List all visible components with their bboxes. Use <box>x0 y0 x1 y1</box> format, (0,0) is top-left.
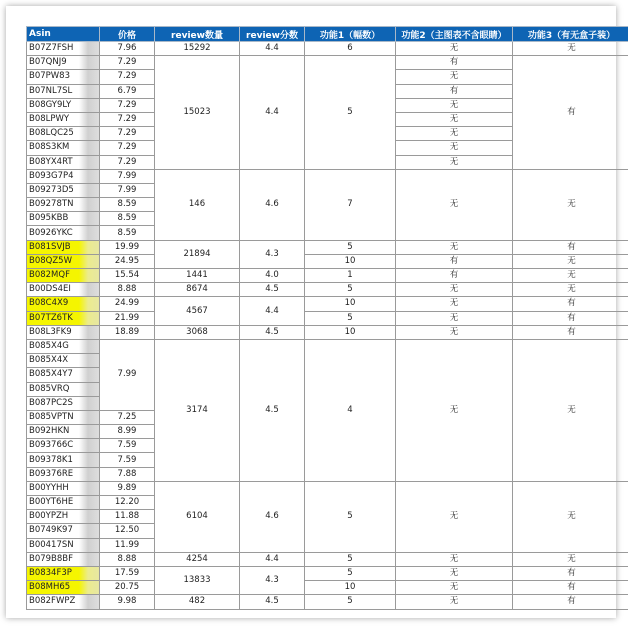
feature-2-cell[interactable]: 无 <box>396 240 513 254</box>
feature-2-cell[interactable]: 无 <box>396 112 513 126</box>
asin-cell[interactable]: B08LQC25 <box>27 127 100 141</box>
review-count-cell[interactable]: 3174 <box>155 339 240 481</box>
table-row <box>27 254 628 268</box>
redaction-blur <box>79 127 99 140</box>
price-cell[interactable]: 7.29 <box>100 141 155 155</box>
asin-cell[interactable]: B079B8BF <box>27 552 100 566</box>
asin-cell[interactable]: B08MH65 <box>27 581 100 595</box>
asin-cell[interactable]: B0749K97 <box>27 524 100 538</box>
asin-cell[interactable]: B085X4Y7 <box>27 368 100 382</box>
asin-cell[interactable]: B0834F3P <box>27 566 100 580</box>
header-review-count[interactable]: review数量 <box>155 27 240 42</box>
asin-cell[interactable]: B00DS4EI <box>27 283 100 297</box>
feature-3-cell[interactable]: 有 <box>513 595 628 609</box>
redaction-blur <box>79 425 99 438</box>
price-cell[interactable]: 7.29 <box>100 98 155 112</box>
asin-cell[interactable]: B00417SN <box>27 538 100 552</box>
feature-2-cell[interactable]: 无 <box>396 98 513 112</box>
price-cell[interactable]: 17.59 <box>100 566 155 580</box>
feature-1-cell[interactable]: 5 <box>305 552 396 566</box>
redaction-blur <box>79 184 99 197</box>
redaction-blur <box>79 340 99 353</box>
price-cell[interactable]: 9.98 <box>100 595 155 609</box>
review-score-cell[interactable]: 4.5 <box>240 283 305 297</box>
feature-2-cell[interactable]: 无 <box>396 325 513 339</box>
price-cell[interactable]: 7.59 <box>100 453 155 467</box>
asin-cell[interactable]: B093G7P4 <box>27 169 100 183</box>
table-row <box>27 325 628 339</box>
asin-cell[interactable]: B095KBB <box>27 212 100 226</box>
asin-cell[interactable]: B08S3KM <box>27 141 100 155</box>
price-cell[interactable]: 7.99 <box>100 183 155 197</box>
price-cell[interactable]: 8.59 <box>100 212 155 226</box>
feature-2-cell[interactable]: 无 <box>396 169 513 240</box>
review-score-cell[interactable]: 4.5 <box>240 325 305 339</box>
review-count-cell[interactable]: 13833 <box>155 566 240 594</box>
redaction-blur <box>79 156 99 169</box>
feature-3-cell[interactable]: 无 <box>513 552 628 566</box>
asin-cell[interactable]: B09376RE <box>27 467 100 481</box>
feature-3-cell[interactable]: 有 <box>513 325 628 339</box>
redaction-blur <box>79 411 99 424</box>
table-row <box>27 56 628 70</box>
asin-cell[interactable]: B09273D5 <box>27 183 100 197</box>
redaction-blur <box>79 283 99 296</box>
redaction-blur <box>79 170 99 183</box>
redaction-blur <box>79 56 99 69</box>
asin-cell[interactable]: B082MQF <box>27 269 100 283</box>
redaction-blur <box>79 595 99 608</box>
header-review-score[interactable]: review分数 <box>240 27 305 42</box>
review-score-cell[interactable]: 4.6 <box>240 169 305 240</box>
feature-3-cell[interactable]: 无 <box>513 254 628 268</box>
asin-cell[interactable]: B085X4G <box>27 339 100 353</box>
asin-cell[interactable]: B0926YKC <box>27 226 100 240</box>
feature-3-cell[interactable]: 无 <box>513 269 628 283</box>
feature-2-cell[interactable]: 无 <box>396 552 513 566</box>
redaction-blur <box>79 496 99 509</box>
header-feature-1[interactable]: 功能1（幅数） <box>305 27 396 42</box>
feature-2-cell[interactable]: 无 <box>396 70 513 84</box>
feature-3-cell[interactable]: 有 <box>513 297 628 311</box>
price-cell[interactable]: 24.95 <box>100 254 155 268</box>
price-cell[interactable]: 11.99 <box>100 538 155 552</box>
feature-1-cell[interactable]: 7 <box>305 169 396 240</box>
header-row <box>27 27 628 42</box>
redaction-blur <box>79 368 99 381</box>
price-cell[interactable]: 12.50 <box>100 524 155 538</box>
asin-cell[interactable]: B08C4X9 <box>27 297 100 311</box>
feature-2-cell[interactable]: 无 <box>396 283 513 297</box>
review-count-cell[interactable]: 146 <box>155 169 240 240</box>
price-cell[interactable]: 21.99 <box>100 311 155 325</box>
feature-1-cell[interactable]: 5 <box>305 595 396 609</box>
price-cell[interactable]: 8.99 <box>100 425 155 439</box>
feature-2-cell[interactable]: 无 <box>396 141 513 155</box>
price-cell[interactable]: 7.29 <box>100 112 155 126</box>
feature-1-cell[interactable]: 6 <box>305 42 396 56</box>
review-count-cell[interactable]: 3068 <box>155 325 240 339</box>
feature-2-cell[interactable]: 有 <box>396 254 513 268</box>
review-count-cell[interactable]: 4567 <box>155 297 240 325</box>
feature-3-cell[interactable]: 无 <box>513 339 628 481</box>
feature-1-cell[interactable]: 10 <box>305 325 396 339</box>
asin-cell[interactable]: B08LPWY <box>27 112 100 126</box>
table-row <box>27 311 628 325</box>
redaction-blur <box>79 453 99 466</box>
price-cell[interactable]: 8.88 <box>100 283 155 297</box>
header-price[interactable]: 价格 <box>100 27 155 42</box>
feature-2-cell[interactable]: 有 <box>396 269 513 283</box>
asin-cell[interactable]: B08L3FK9 <box>27 325 100 339</box>
feature-3-cell[interactable]: 无 <box>513 481 628 552</box>
redaction-blur <box>79 581 99 594</box>
price-cell[interactable]: 19.99 <box>100 240 155 254</box>
price-cell[interactable]: 18.89 <box>100 325 155 339</box>
redaction-blur <box>79 198 99 211</box>
asin-cell[interactable]: B085X4X <box>27 354 100 368</box>
redaction-blur <box>79 468 99 481</box>
price-cell[interactable]: 8.59 <box>100 198 155 212</box>
feature-1-cell[interactable]: 5 <box>305 481 396 552</box>
feature-1-cell[interactable]: 1 <box>305 269 396 283</box>
asin-cell[interactable]: B00YYHH <box>27 481 100 495</box>
feature-2-cell[interactable]: 有 <box>396 84 513 98</box>
asin-cell[interactable]: B08GY9LY <box>27 98 100 112</box>
asin-cell[interactable]: B085VPTN <box>27 410 100 424</box>
asin-cell[interactable]: B093766C <box>27 439 100 453</box>
price-cell[interactable]: 15.54 <box>100 269 155 283</box>
feature-2-cell[interactable]: 有 <box>396 56 513 70</box>
table-row <box>27 566 628 580</box>
feature-1-cell[interactable]: 5 <box>305 56 396 170</box>
price-cell[interactable]: 7.59 <box>100 439 155 453</box>
asin-cell[interactable]: B07PW83 <box>27 70 100 84</box>
feature-2-cell[interactable]: 无 <box>396 297 513 311</box>
review-count-cell[interactable]: 482 <box>155 595 240 609</box>
price-cell[interactable]: 12.20 <box>100 496 155 510</box>
price-cell[interactable]: 7.29 <box>100 70 155 84</box>
table-row <box>27 169 628 183</box>
price-cell[interactable]: 24.99 <box>100 297 155 311</box>
redaction-blur <box>79 312 99 325</box>
redaction-blur <box>79 326 99 339</box>
table-row <box>27 481 628 495</box>
table-body <box>27 42 628 610</box>
feature-3-cell[interactable]: 有 <box>513 566 628 580</box>
feature-1-cell[interactable]: 5 <box>305 283 396 297</box>
review-count-cell[interactable]: 1441 <box>155 269 240 283</box>
table-row <box>27 595 628 609</box>
redaction-blur <box>79 439 99 452</box>
asin-cell[interactable]: B08YX4RT <box>27 155 100 169</box>
redaction-blur <box>79 269 99 282</box>
header-feature-2[interactable]: 功能2（主图表不含眼睛） <box>396 27 513 42</box>
asin-cell[interactable]: B08QZ5W <box>27 254 100 268</box>
feature-2-cell[interactable]: 无 <box>396 566 513 580</box>
redaction-blur <box>79 397 99 410</box>
review-count-cell[interactable]: 21894 <box>155 240 240 268</box>
feature-1-cell[interactable]: 5 <box>305 566 396 580</box>
redaction-blur <box>79 212 99 225</box>
price-cell[interactable]: 7.29 <box>100 127 155 141</box>
feature-3-cell[interactable]: 有 <box>513 581 628 595</box>
redaction-blur <box>79 524 99 537</box>
feature-2-cell[interactable]: 无 <box>396 339 513 481</box>
table-row <box>27 240 628 254</box>
price-cell[interactable]: 6.79 <box>100 84 155 98</box>
price-cell[interactable]: 7.96 <box>100 42 155 56</box>
asin-cell[interactable]: B07NL7SL <box>27 84 100 98</box>
redaction-blur <box>79 510 99 523</box>
asin-cell[interactable]: B07TZ6TK <box>27 311 100 325</box>
header-asin[interactable]: Asin <box>27 27 100 42</box>
price-cell[interactable]: 7.29 <box>100 155 155 169</box>
review-count-cell[interactable]: 6104 <box>155 481 240 552</box>
feature-3-cell[interactable]: 有 <box>513 311 628 325</box>
review-score-cell[interactable]: 4.4 <box>240 297 305 325</box>
redaction-blur <box>79 99 99 112</box>
feature-1-cell[interactable]: 10 <box>305 254 396 268</box>
price-cell[interactable]: 20.75 <box>100 581 155 595</box>
feature-2-cell[interactable]: 无 <box>396 42 513 56</box>
redaction-blur <box>79 297 99 310</box>
review-score-cell[interactable]: 4.4 <box>240 552 305 566</box>
table-row <box>27 339 628 353</box>
asin-cell[interactable]: B07Z7FSH <box>27 42 100 56</box>
review-count-cell[interactable]: 15292 <box>155 42 240 56</box>
table-row <box>27 581 628 595</box>
feature-1-cell[interactable]: 10 <box>305 297 396 311</box>
redaction-blur <box>79 85 99 98</box>
price-cell[interactable]: 8.59 <box>100 226 155 240</box>
feature-2-cell[interactable]: 无 <box>396 481 513 552</box>
review-count-cell[interactable]: 8674 <box>155 283 240 297</box>
asin-cell[interactable]: B085VRQ <box>27 382 100 396</box>
feature-2-cell[interactable]: 无 <box>396 155 513 169</box>
review-score-cell[interactable]: 4.5 <box>240 595 305 609</box>
asin-cell[interactable]: B087PC2S <box>27 396 100 410</box>
review-score-cell[interactable]: 4.6 <box>240 481 305 552</box>
review-score-cell[interactable]: 4.3 <box>240 566 305 594</box>
feature-2-cell[interactable]: 无 <box>396 311 513 325</box>
redaction-blur <box>79 482 99 495</box>
review-count-cell[interactable]: 4254 <box>155 552 240 566</box>
redaction-blur <box>79 553 99 566</box>
price-cell[interactable]: 7.99 <box>100 169 155 183</box>
price-cell[interactable]: 7.29 <box>100 56 155 70</box>
feature-3-cell[interactable]: 有 <box>513 240 628 254</box>
price-cell[interactable]: 7.88 <box>100 467 155 481</box>
feature-1-cell[interactable]: 5 <box>305 311 396 325</box>
asin-cell[interactable]: B092HKN <box>27 425 100 439</box>
review-score-cell[interactable]: 4.5 <box>240 339 305 481</box>
feature-1-cell[interactable]: 4 <box>305 339 396 481</box>
asin-cell[interactable]: B00YPZH <box>27 510 100 524</box>
review-score-cell[interactable]: 4.4 <box>240 42 305 56</box>
feature-3-cell[interactable]: 无 <box>513 42 628 56</box>
asin-cell[interactable]: B082FWPZ <box>27 595 100 609</box>
feature-3-cell[interactable]: 无 <box>513 169 628 240</box>
redaction-blur <box>79 141 99 154</box>
redaction-blur <box>79 354 99 367</box>
price-cell[interactable]: 11.88 <box>100 510 155 524</box>
table-row <box>27 283 628 297</box>
feature-3-cell[interactable]: 有 <box>513 56 628 170</box>
screenshot-frame <box>6 6 616 618</box>
table-row <box>27 552 628 566</box>
price-cell[interactable]: 7.99 <box>100 339 155 410</box>
feature-3-cell[interactable]: 无 <box>513 283 628 297</box>
redaction-blur <box>79 383 99 396</box>
review-score-cell[interactable]: 4.3 <box>240 240 305 268</box>
redaction-blur <box>79 241 99 254</box>
redaction-blur <box>79 539 99 552</box>
table-row <box>27 297 628 311</box>
feature-1-cell[interactable]: 5 <box>305 240 396 254</box>
asin-cell[interactable]: B081SVJB <box>27 240 100 254</box>
redaction-blur <box>79 226 99 239</box>
header-feature-3[interactable]: 功能3（有无盒子装） <box>513 27 628 42</box>
redaction-blur <box>79 42 99 55</box>
feature-2-cell[interactable]: 无 <box>396 127 513 141</box>
redaction-blur <box>79 567 99 580</box>
asin-cell[interactable]: B09378K1 <box>27 453 100 467</box>
price-cell[interactable]: 9.89 <box>100 481 155 495</box>
redaction-blur <box>79 113 99 126</box>
redaction-blur <box>79 255 99 268</box>
feature-1-cell[interactable]: 10 <box>305 581 396 595</box>
review-score-cell[interactable]: 4.0 <box>240 269 305 283</box>
asin-cell[interactable]: B09278TN <box>27 198 100 212</box>
product-comparison-table <box>26 26 628 610</box>
table-row <box>27 42 628 56</box>
asin-cell[interactable]: B07QNJ9 <box>27 56 100 70</box>
price-cell[interactable]: 8.88 <box>100 552 155 566</box>
price-cell[interactable]: 7.25 <box>100 410 155 424</box>
feature-2-cell[interactable]: 无 <box>396 581 513 595</box>
table-row <box>27 269 628 283</box>
asin-cell[interactable]: B00YT6HE <box>27 496 100 510</box>
feature-2-cell[interactable]: 无 <box>396 595 513 609</box>
redaction-blur <box>79 70 99 83</box>
review-score-cell[interactable]: 4.4 <box>240 56 305 170</box>
review-count-cell[interactable]: 15023 <box>155 56 240 170</box>
